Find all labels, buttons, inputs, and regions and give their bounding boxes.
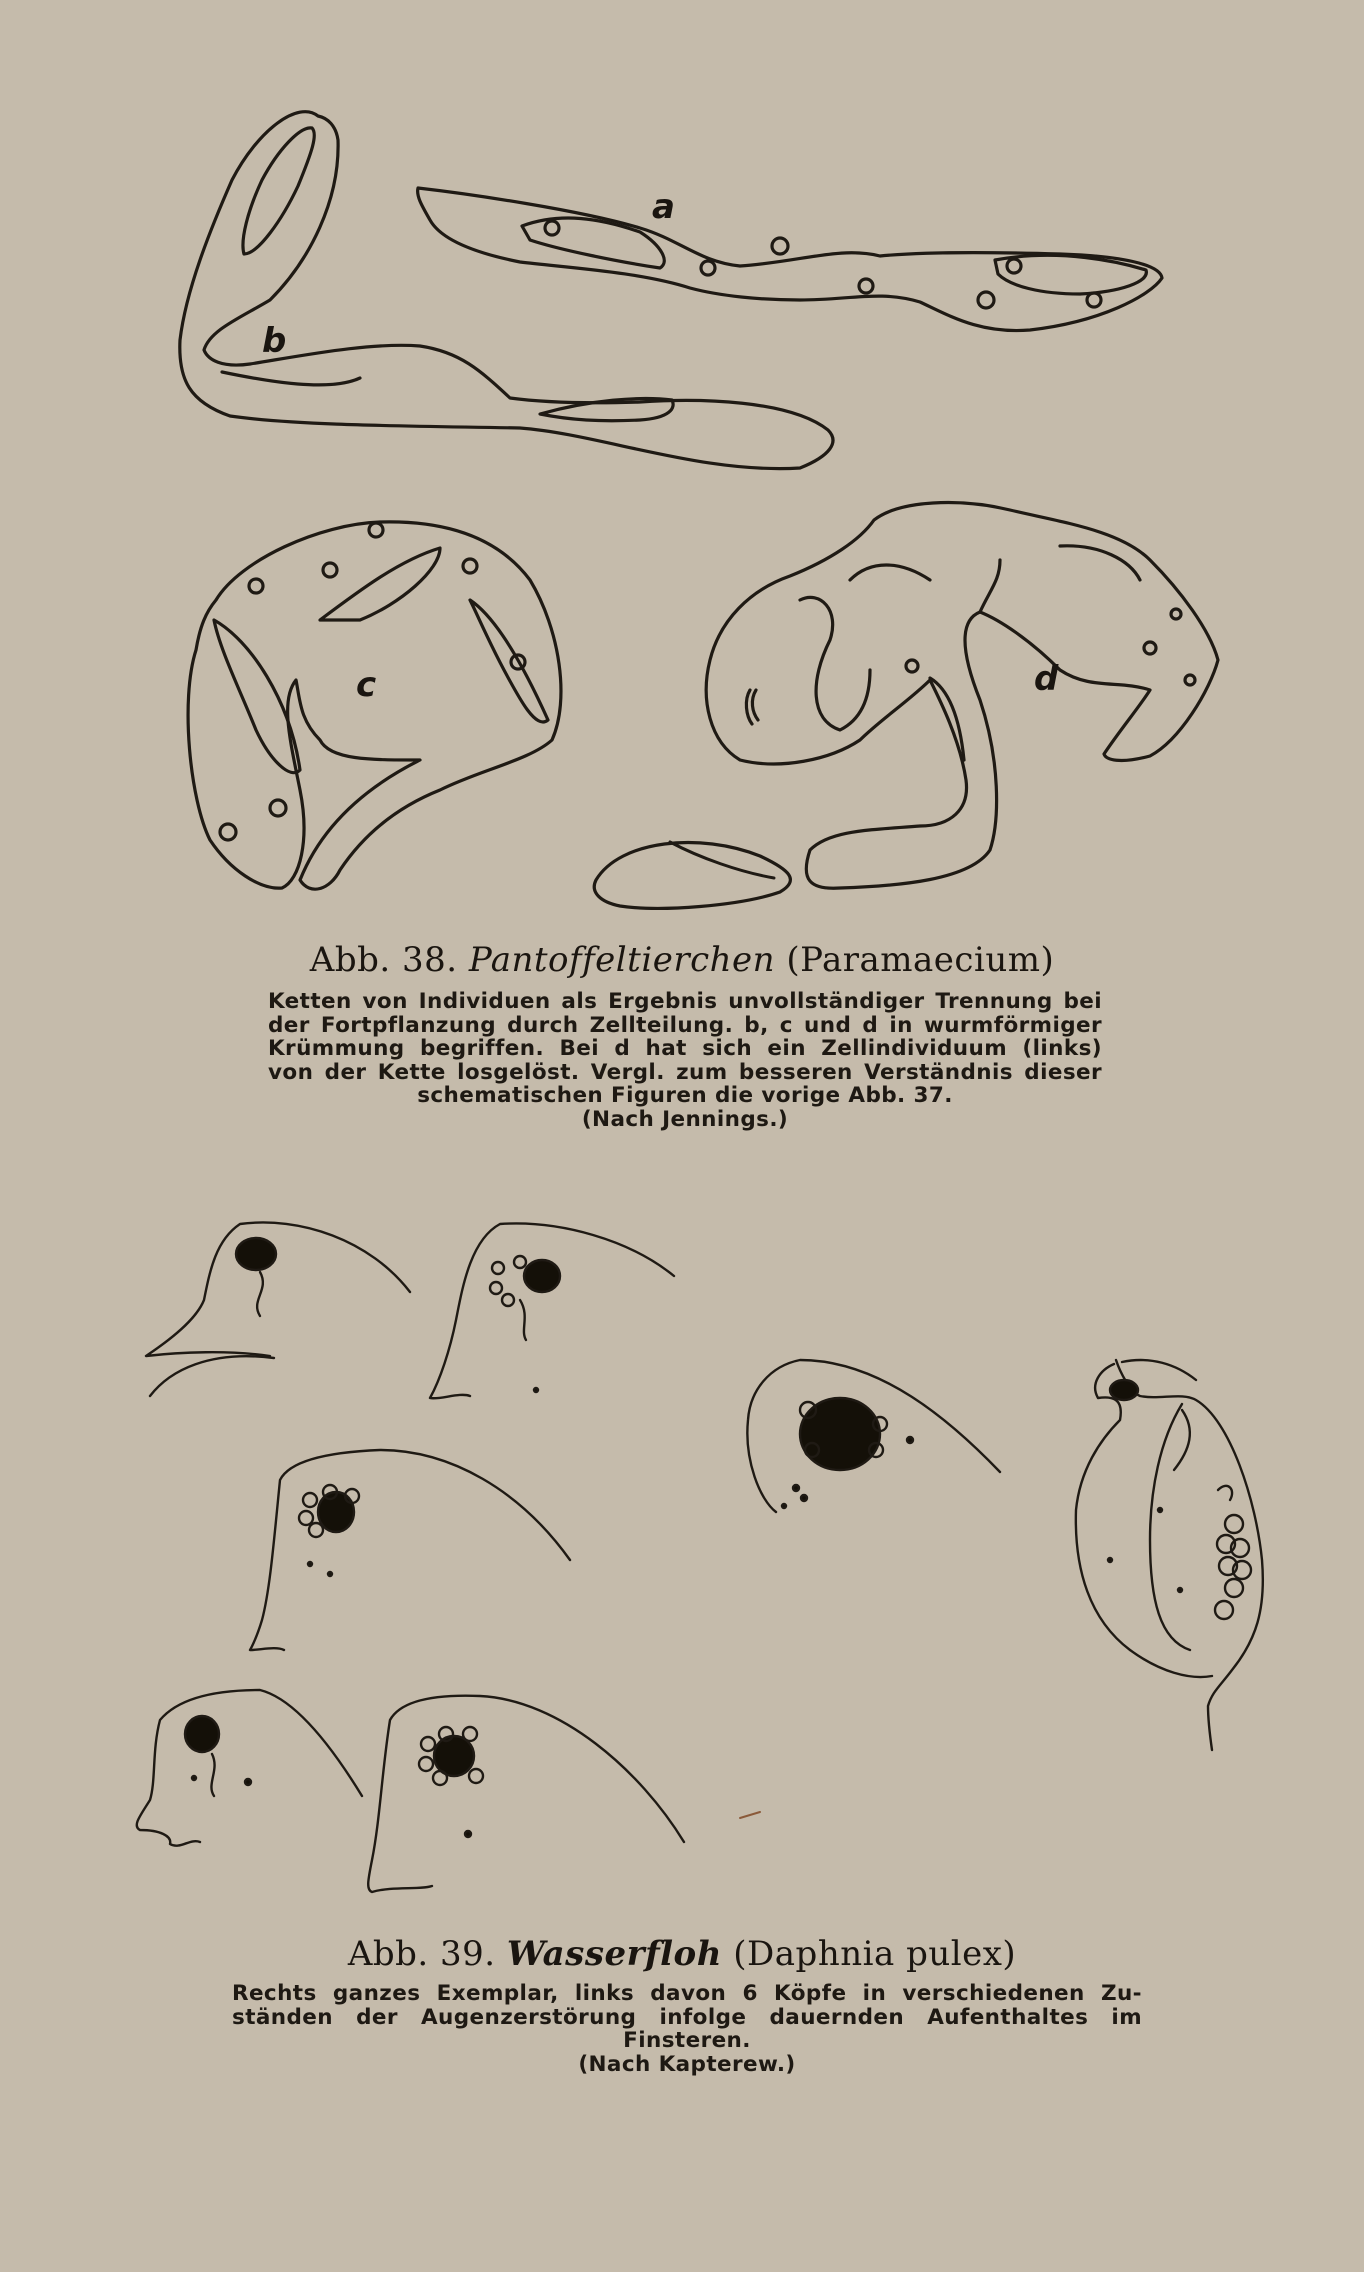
caption-line: ständen der Augenzerstörung infolge dauernden Aufenthaltes im [232, 2004, 1142, 2030]
caption-line: von der Kette losgelöst. Vergl. zum besseren Verständnis dieser [268, 1059, 1102, 1085]
caption-line: der Fortpflanzung durch Zellteilung. b, c und d in wurmförmiger [268, 1012, 1102, 1038]
label-a: a [652, 187, 675, 227]
caption-line: Ketten von Individuen als Ergebnis unvollständiger Trennung bei [268, 989, 1102, 1014]
label-d: d [1034, 659, 1059, 699]
figure-39-latin: (Daphnia pulex) [733, 1934, 1017, 1974]
daphnia-head-6 [368, 1696, 684, 1892]
figure-39-number: Abb. 39. [347, 1934, 496, 1974]
caption-line: Rechts ganzes Exemplar, links davon 6 Köpfe in verschiedenen Zu- [232, 1981, 1142, 2006]
daphnia-head-4 [747, 1360, 1000, 1512]
caption-line: schematischen Figuren die vorige Abb. 37. [417, 1083, 953, 1108]
figure-38-number: Abb. 38. [309, 940, 458, 980]
caption-line: Finsteren. [623, 2028, 751, 2053]
label-c: c [356, 665, 377, 705]
figure-39-name: Wasserfloh [506, 1934, 722, 1974]
daphnia-head-2 [430, 1223, 674, 1398]
caption-source: (Nach Kapterew.) [578, 2051, 796, 2077]
daphnia-head-5 [137, 1690, 362, 1846]
daphnia-whole [1076, 1360, 1263, 1750]
figure-39-caption [232, 1982, 1142, 2076]
label-b: b [262, 321, 287, 361]
caption-line: Krümmung begriffen. Bei d hat sich ein Zellindividuum (links) [268, 1036, 1102, 1061]
figure-38-name: Pantoffeltierchen [468, 940, 776, 980]
daphnia-head-3 [250, 1450, 570, 1650]
figure-39-title [0, 1934, 1364, 1974]
figure-38-latin: (Paramaecium) [786, 940, 1055, 980]
daphnia-head-1 [146, 1222, 410, 1396]
caption-source: (Nach Jennings.) [581, 1106, 789, 1132]
